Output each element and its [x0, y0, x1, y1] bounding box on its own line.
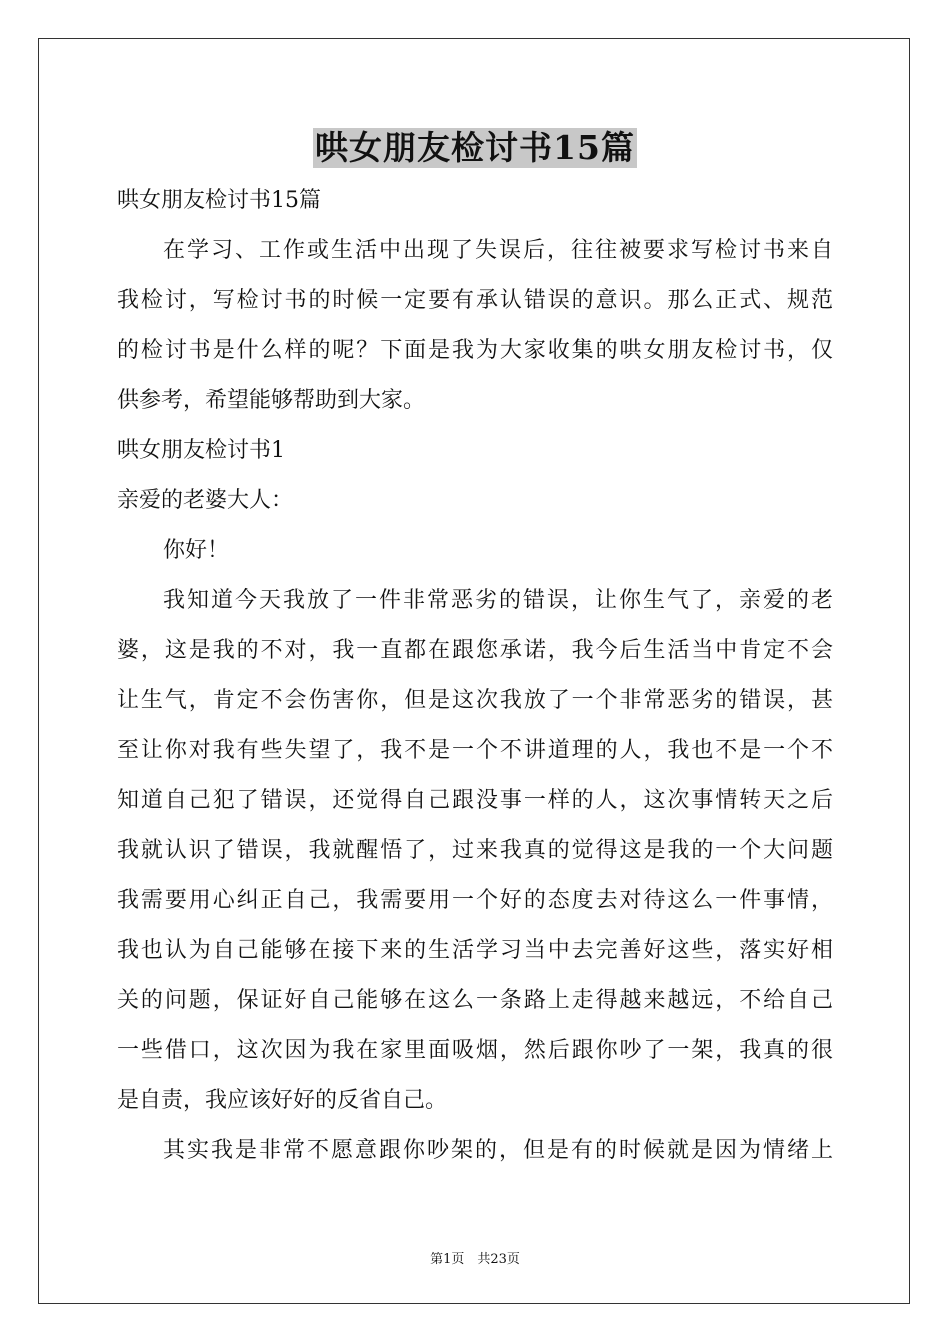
subtitle: 哄女朋友检讨书15篇 — [117, 188, 321, 213]
body-line-4: 至让你对我有些失望了，我不是一个不讲道理的人，我也不是一个不 — [117, 738, 833, 763]
body-line-8: 我也认为自己能够在接下来的生活学习当中去完善好这些，落实好相 — [117, 938, 833, 963]
intro-line-4: 供参考，希望能够帮助到大家。 — [117, 388, 426, 413]
intro-line-1: 在学习、工作或生活中出现了失误后，往往被要求写检讨书来自 — [163, 238, 833, 263]
body-line-10: 一些借口，这次因为我在家里面吸烟，然后跟你吵了一架，我真的很 — [117, 1038, 833, 1063]
greeting: 你好！ — [163, 538, 230, 563]
document-title: 哄女朋友检讨书15篇 — [315, 128, 635, 167]
body-line-11: 是自责，我应该好好的反省自己。 — [117, 1088, 448, 1113]
body-line-7: 我需要用心纠正自己，我需要用一个好的态度去对待这么一件事情， — [117, 888, 833, 913]
body-line-2: 婆，这是我的不对，我一直都在跟您承诺，我今后生活当中肯定不会 — [117, 638, 833, 663]
body2-line-1: 其实我是非常不愿意跟你吵架的，但是有的时候就是因为情绪上 — [163, 1138, 833, 1163]
body-line-5: 知道自己犯了错误，还觉得自己跟没事一样的人，这次事情转天之后 — [117, 788, 833, 813]
salutation: 亲爱的老婆大人： — [117, 488, 294, 513]
body-line-3: 让生气，肯定不会伤害你，但是这次我放了一个非常恶劣的错误，甚 — [117, 688, 833, 713]
body-line-1: 我知道今天我放了一件非常恶劣的错误，让你生气了，亲爱的老 — [163, 588, 833, 613]
section-title: 哄女朋友检讨书1 — [117, 438, 285, 463]
title-wrap — [0, 128, 950, 168]
body-line-9: 关的问题，保证好自己能够在这么一条路上走得越来越远，不给自己 — [117, 988, 833, 1013]
body-line-6: 我就认识了错误，我就醒悟了，过来我真的觉得这是我的一个大问题 — [117, 838, 833, 863]
intro-line-2: 我检讨，写检讨书的时候一定要有承认错误的意识。那么正式、规范 — [117, 288, 833, 313]
page-footer: 第1页 共23页 — [430, 1252, 520, 1267]
intro-line-3: 的检讨书是什么样的呢？下面是我为大家收集的哄女朋友检讨书，仅 — [117, 338, 833, 363]
